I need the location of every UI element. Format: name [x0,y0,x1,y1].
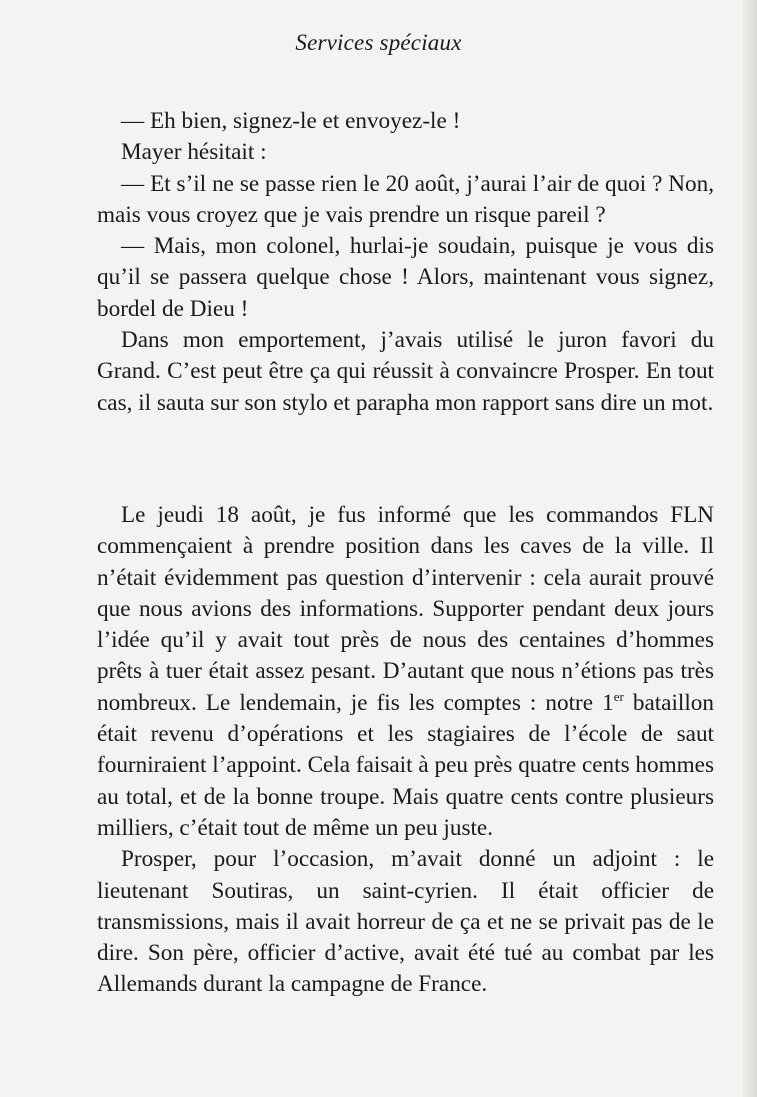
paragraph: Mayer hésitait : [121,139,267,166]
paragraph-text: bataillon était revenu d’opérations et les stagiaires de l’école de saut fourniraient l’appoint. Cela faisait à peu près quatre cents hommes au total, et de la bonne troupe. Mais quatre cents contre plusieurs milliers, c’était tout de même un peu juste. [97,689,714,841]
text-block-narrative [97,500,714,1001]
page-edge-shadow [743,0,757,1097]
paragraph-text: Le jeudi 18 août, je fus informé que les commandos FLN commençaient à prendre position dans les caves de la ville. Il n’était évidemment pas question d’intervenir : cela aurait prouvé que nous avions des informations. Supporter pendant deux jours l’idée qu’il y avait tout près de nous des centaines d’hommes prêts à tuer était assez pesant. D’autant que nous n’étions pas très nombreux. Le lendemain, je fis les comptes : notre 1 [97,502,714,716]
paragraph: — Mais, mon colonel, hurlai-je soudain, puisque je vous dis qu’il se passera quelque chose ! Alors, maintenant vous signez, bordel de Dieu ! [97,233,714,322]
running-header: Services spéciaux [295,30,462,55]
paragraph [97,500,714,844]
ordinal-superscript: er [613,688,624,704]
paragraph: — Eh bien, signez-le et envoyez-le ! [121,108,461,134]
text-block-dialogue [97,106,714,419]
paragraph: Prosper, pour l’occasion, m’avait donné un adjoint : le lieutenant Soutiras, un saint-cyrien. Il était officier de transmissions, mais il avait horreur de ça et ne se privait pas de le dire. Son père, officier d’active, avait été tué au combat par les Allemands durant la campagne de France. [97,846,714,998]
paragraph: Dans mon emportement, j’avais utilisé le juron favori du Grand. C’est peut être ça qui réussit à convaincre Prosper. En tout cas, il sauta sur son stylo et parapha mon rapport sans dire un mot. [97,327,714,416]
paragraph: — Et s’il ne se passe rien le 20 août, j’aurai l’air de quoi ? Non, mais vous croyez que je vais prendre un risque pareil ? [97,170,714,228]
